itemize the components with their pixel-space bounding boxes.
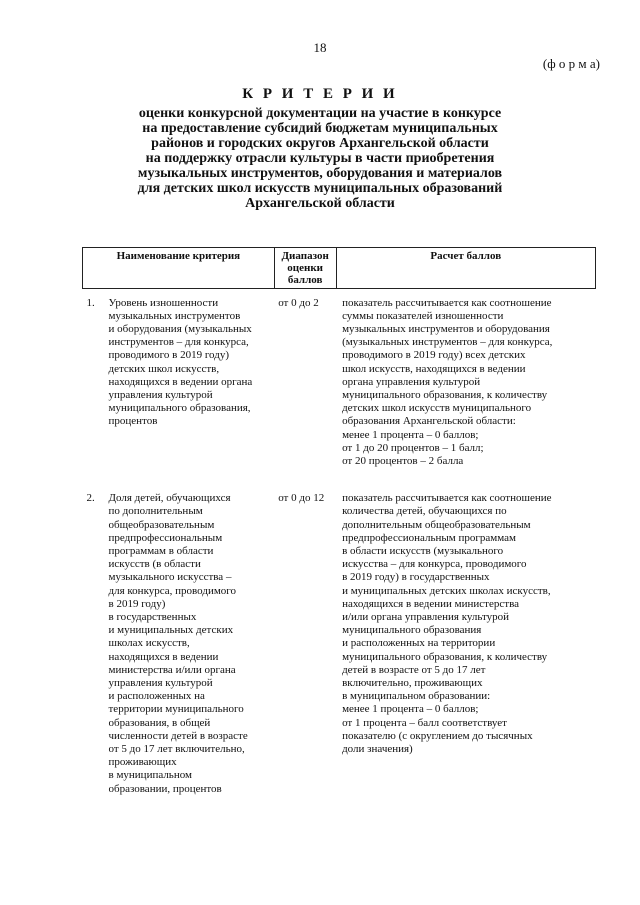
text-line: (музыкальных инструментов – для конкурса, [342, 336, 553, 349]
text-line: предпрофессиональным [108, 531, 223, 544]
text-line: образовании, процентов [108, 782, 222, 795]
text-line: образования, в общей [108, 716, 211, 729]
subtitle-line: для детских школ искусств муниципальных образований [137, 181, 503, 196]
text-line: доли значения) [342, 743, 413, 755]
text-line: по дополнительным [108, 505, 203, 518]
text-line: и/или органа управления культурой [342, 610, 510, 623]
form-label: (ф о р м а) [542, 56, 600, 71]
text-line: общеобразовательным [108, 518, 215, 531]
text-line: в государственных [108, 610, 197, 623]
page-number: 18 [313, 40, 327, 55]
text-line: и расположенных на [108, 690, 205, 703]
text-line: показатель рассчитывается как соотношение [342, 492, 552, 505]
text-line: находящихся в ведении министерства [342, 597, 519, 610]
header-range: Диапазон оценки баллов [274, 248, 336, 289]
text-line: процентов [108, 415, 158, 428]
text-line: Уровень изношенности [108, 296, 219, 309]
text-line: показателю (с округлением до тысячных [342, 729, 533, 742]
text-line: детских школ искусств, [108, 362, 220, 375]
text-line: для конкурса, проводимого [108, 584, 237, 597]
document-subtitle [60, 106, 580, 211]
text-line: дополнительным общеобразовательным [342, 518, 531, 531]
text-line: в 2019 году) в государственных [342, 571, 490, 584]
subtitle-line: музыкальных инструментов, оборудования и материалов [137, 166, 503, 181]
subtitle-line: на поддержку отрасли культуры в части приобретения [145, 151, 495, 166]
text-line: управления культурой [108, 676, 213, 689]
text-line: от 1 до 20 процентов – 1 балл; [342, 441, 484, 454]
text-line: находящихся в ведении органа [108, 375, 253, 388]
row-number: 2. [86, 492, 95, 505]
text-line: и оборудования (музыкальных [108, 322, 252, 335]
text-line: территории муниципального [108, 703, 244, 716]
text-line: находящихся в ведении [108, 650, 219, 663]
text-line: министерства и/или органа [108, 663, 236, 676]
text-line: менее 1 процента – 0 баллов; [342, 428, 479, 441]
criterion-calc [336, 492, 595, 796]
subtitle-line: оценки конкурсной документации на участие в конкурсе [138, 106, 502, 121]
table-header-row [83, 248, 596, 289]
text-line: проводимого в 2019 году) [108, 349, 229, 362]
text-line: в 2019 году) [108, 597, 166, 610]
document-title: К Р И Т Е Р И И [242, 86, 398, 102]
text-line: инструментов – для конкурса, [108, 336, 249, 349]
text-line: менее 1 процента – 0 баллов; [342, 703, 479, 716]
text-line: от 5 до 17 лет включительно, [108, 743, 245, 755]
row-number: 1. [86, 296, 95, 309]
table-row [83, 297, 596, 469]
text-line: программам в области [108, 544, 214, 557]
header-calc: Расчет баллов [336, 248, 595, 289]
text-line: предпрофессиональным программам [342, 531, 516, 544]
criterion-range: от 0 до 12 [278, 492, 325, 505]
text-line: школах искусств, [108, 637, 190, 650]
text-line: и расположенных на территории [342, 637, 496, 650]
text-line: муниципального образования, к количеству [342, 650, 548, 663]
text-line: численности детей в возрасте [108, 729, 248, 742]
criterion-name [109, 492, 275, 796]
text-line: от 20 процентов – 2 балла [342, 454, 464, 467]
text-line: искусств (в области [108, 558, 201, 571]
text-line: от 1 процента – балл соответствует [342, 716, 507, 729]
text-line: в муниципальном образовании: [342, 690, 491, 703]
text-line: и муниципальных детских школах искусств, [342, 584, 551, 597]
text-line: проживающих [108, 756, 177, 769]
criterion-calc [336, 297, 595, 469]
text-line: показатель рассчитывается как соотношение [342, 296, 552, 309]
text-line: музыкальных инструментов и оборудования [342, 322, 550, 335]
text-line: муниципального образования, к количеству [342, 388, 548, 401]
text-line: музыкальных инструментов [108, 309, 241, 322]
subtitle-line: районов и городских округов Архангельской области [151, 136, 489, 151]
text-line: музыкального искусства – [108, 571, 232, 584]
text-line: органа управления культурой [342, 375, 481, 388]
text-line: муниципального образования, [108, 402, 251, 415]
text-line: проводимого в 2019 году) всех детских [342, 349, 526, 362]
text-line: Доля детей, обучающихся [108, 492, 231, 505]
text-line: детей в возрасте от 5 до 17 лет [342, 663, 486, 676]
subtitle-line: на предоставление субсидий бюджетам муниципальных [142, 121, 498, 136]
text-line: управления культурой [108, 388, 213, 401]
text-line: в области искусств (музыкального [342, 544, 504, 557]
text-line: искусства – для конкурса, проводимого [342, 558, 527, 571]
text-line: школ искусств, находящихся в ведении [342, 362, 526, 375]
text-line: образования Архангельской области: [342, 415, 516, 428]
criterion-range: от 0 до 2 [278, 296, 319, 309]
text-line: муниципального образования [342, 624, 482, 637]
criteria-table [82, 247, 596, 796]
header-name: Наименование критерия [83, 248, 275, 289]
table-row [83, 492, 596, 796]
criterion-name [109, 297, 275, 429]
text-line: включительно, проживающих [342, 676, 483, 689]
text-line: и муниципальных детских [108, 624, 234, 637]
subtitle-line: Архангельской области [245, 196, 395, 211]
text-line: в муниципальном [108, 769, 192, 782]
text-line: суммы показателей изношенности [342, 309, 504, 322]
text-line: детских школ искусств муниципального [342, 402, 532, 415]
text-line: количества детей, обучающихся по [342, 505, 507, 518]
